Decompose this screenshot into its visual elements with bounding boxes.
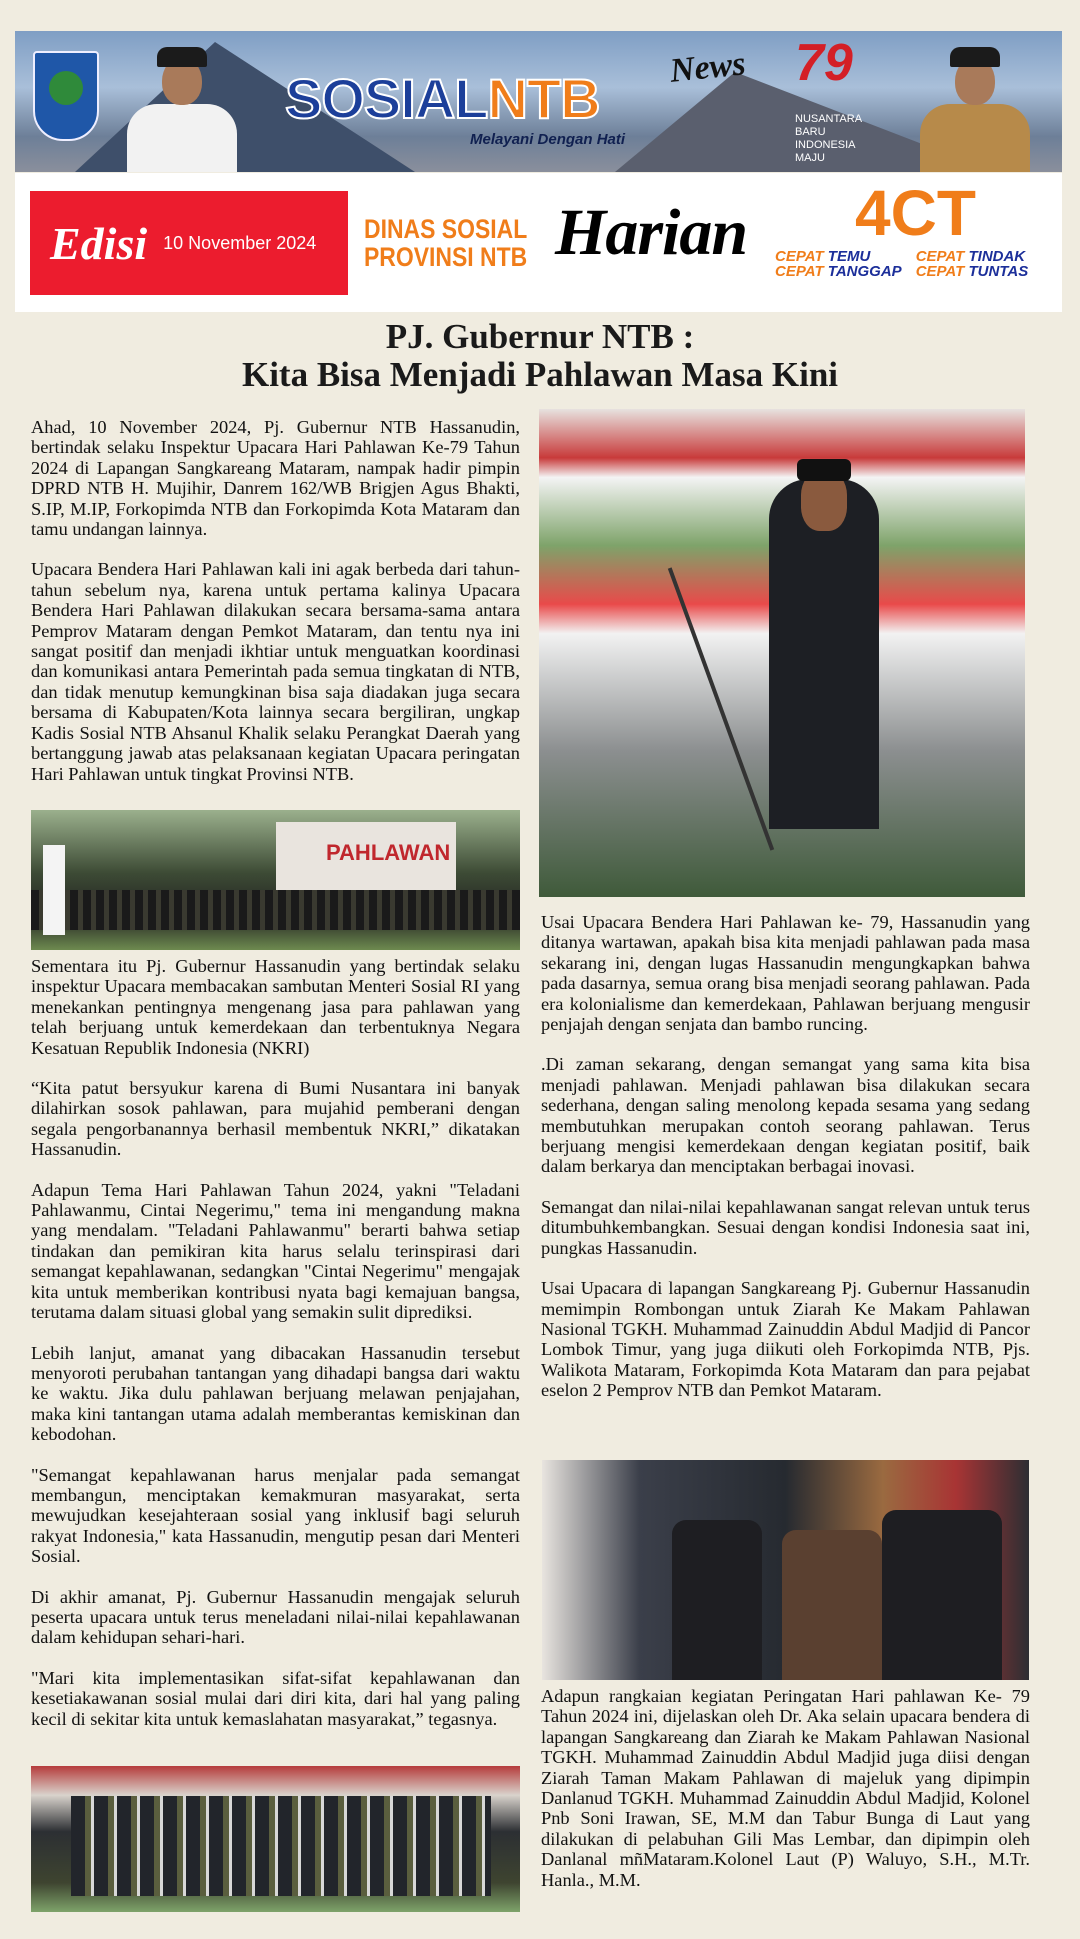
edition-date: 10 November 2024	[163, 232, 317, 253]
anniversary-79-logo: 79	[795, 34, 853, 92]
paragraph: Usai Upacara di lapangan Sangkareang Pj. Gubernur Hassanudin memimpin Rombongan untuk Ziarah Ke Makam Pahlawan Nasional TGKH. Muhammad Zainuddin Abdul Madjid di Pancor Lombok Timur, yang juga diikuti oleh Forkopimda NTB, Pjs. Walikota Mataram, Forkopimda Kota Mataram dan para pejabat eselon 2 Pemprov NTB dan Pemkot Mataram.	[541, 1278, 1030, 1401]
left-column-top	[31, 417, 520, 804]
governor-portrait	[127, 47, 237, 172]
4ct-title: 4CT	[855, 177, 976, 249]
logo-tagline: Melayani Dengan Hati	[470, 131, 626, 148]
official-portrait	[920, 47, 1030, 172]
left-column-bottom	[31, 956, 520, 1749]
logo-news: News	[668, 45, 748, 90]
agency-name	[364, 215, 527, 271]
paragraph: “Kita patut bersyukur karena di Bumi Nusantara ini banyak dilahirkan sosok pahlawan, para mujahid pemberani dengan segala pengorbanannya berhasil membentuk NKRI,” dikatakan Hassanudin.	[31, 1078, 520, 1160]
right-column-middle	[541, 912, 1030, 1421]
4ct-logo: 4CT CEPAT TEMU CEPAT TANGGAP CEPAT TINDAK CEPAT TUNTAS	[775, 181, 1065, 279]
sosial-ntb-logo: SOSIALNTB	[285, 67, 600, 130]
paragraph: Ahad, 10 November 2024, Pj. Gubernur NTB Hassanudin, bertindak selaku Inspektur Upacara Hari Pahlawan Ke-79 Tahun 2024 di Lapangan Sangkareang Mataram, nampak hadir pimpin DPRD NTB H. Mujihir, Danrem 162/WB Brigjen Agus Bhakti, S.IP, M.IP, Forkopimda NTB dan Forkopimda Kota Mataram dan tamu undangan lainnya.	[31, 417, 520, 540]
saluting-officials-photo	[542, 1460, 1029, 1680]
agency-line1: DINAS SOSIAL	[364, 214, 528, 244]
masthead-banner	[15, 31, 1062, 172]
paragraph: .Di zaman sekarang, dengan semangat yang sama kita bisa menjadi pahlawan. Menjadi pahlawan bisa dilakukan secara sederhana, dengan saling menolong kepada sesama yang sedang membutuhkan merupakan contoh seorang pahlawan. Terus berjuang mengisi kemerdekaan dengan kegiatan positif, baik dalam berkarya dan menciptakan berbagai inovasi.	[541, 1054, 1030, 1177]
edition-label: Edisi	[50, 217, 148, 269]
article-title	[0, 318, 1080, 394]
ceremony-photo-troops	[31, 810, 520, 950]
pahlawan-banner: PAHLAWAN	[276, 822, 456, 892]
title-line-2: Kita Bisa Menjadi Pahlawan Masa Kini	[241, 355, 839, 394]
paragraph: Sementara itu Pj. Gubernur Hassanudin yang bertindak selaku inspektur Upacara membacakan sambutan Menteri Sosial RI yang menekankan pentingnya mengenang jasa para pahlawan yang telah berjuang untuk kemerdekaan dan terbentuknya Negara Kesatuan Republik Indonesia (NKRI)	[31, 956, 520, 1058]
paragraph: "Semangat kepahlawanan harus menjalar pada semangat membangun, menciptakan kemakmuran masyarakat, serta mewujudkan kesejahteraan sosial yang inklusif bagi seluruh rakyat Indonesia," kata Hassanudin, mengutip pesan dari Menteri Sosial.	[31, 1464, 520, 1567]
paragraph: Adapun rangkaian kegiatan Peringatan Hari pahlawan Ke- 79 Tahun 2024 ini, dijelaskan oleh Dr. Aka selain upacara bendera di lapangan Sangkareang dan Ziarah ke Makam Pahlawan Nasional TGKH. Muhammad Zainuddin Abdul Madjid juga diisi dengan Ziarah Taman Makam Pahlawan di majeluk yang dipimpin Danlanud TGKH. Muhammad Zainuddin Abdul Madjid, Kolonel Pnb Soni Irawan, SE, M.M dan Tabur Bunga di Laut yang dilakukan di pelabuhan Gili Mas Lembar, dan dipimpin oleh Danlanal mñMataram.Kolonel Laut (P) Waluyo, S.H., M.Tr. Hanla., M.M.	[541, 1686, 1030, 1890]
paragraph: Adapun Tema Hari Pahlawan Tahun 2024, yakni "Teladani Pahlawanmu, Cintai Negerimu," tema ini mengandung makna yang mendalam. "Teladani Pahlawanmu" berarti bahwa setiap tindakan dan pemikiran kita harus selalu terinspirasi dari semangat kepahlawanan, sedangkan "Cintai Negerimu" mengajak kita untuk memberikan kontribusi nyata bagi kemajuan bangsa, terutama dalam situasi global yang semakin sulit diprediksi.	[31, 1179, 520, 1323]
ntb-emblem-logo	[33, 51, 99, 141]
paragraph: Semangat dan nilai-nilai kepahlawanan sangat relevan untuk terus ditumbuhkembangkan. Sesuai dengan kondisi Indonesia saat ini, pungkas Hassanudin.	[541, 1196, 1030, 1258]
paragraph: "Mari kita implementasikan sifat-sifat kepahlawanan dan kesetiakawanan sosial mulai dari diri kita, dari hal yang paling kecil di sekitar kita untuk kemaslahatan masyarakat,” tegasnya.	[31, 1667, 520, 1729]
paragraph: Lebih lanjut, amanat yang dibacakan Hassanudin tersebut menyoroti perubahan tantangan yang dihadapi bangsa dari waktu ke waktu. Jika dulu pahlawan berjuang melawan penjajahan, maka kini tantangan utama adalah memberantas kemiskinan dan kebodohan.	[31, 1342, 520, 1445]
paragraph: Usai Upacara Bendera Hari Pahlawan ke- 79, Hassanudin yang ditanya wartawan, apakah bisa kita menjadi pahlawan pada masa sekarang ini, dengan lugas Hassanudin mengungkapkan bahwa pada dasarnya, semua orang bisa menjadi seorang pahlawan. Pada era kolonialisme dan kemerdekaan, Pahlawan berjuang mengusir penjajah dengan senjata dan bambo runcing.	[541, 912, 1030, 1035]
paragraph: Upacara Bendera Hari Pahlawan kali ini agak berbeda dari tahun-tahun sebelum nya, karena untuk pertama kalinya Upacara Bendera Hari Pahlawan dilakukan secara bersama-sama antara Pemprov Mataram dengan Pemkot Mataram, dan tentu nya ini sangat positif dan menjadi ikhtiar untuk menguatkan koordinasi dan komunikasi antara Pemerintah pada semua tingkatan di NTB, dan tidak menutup kemungkinan bisa saja diadakan juga secara bersama di Kabupaten/Kota lainnya secara bergiliran, ungkap Kadis Sosial NTB Ahsanul Khalik selaku Perangkat Daerah yang bertanggung jawab atas pelaksanaan kegiatan Upacara peringatan Hari Pahlawan untuk tingkat Provinsi NTB.	[31, 559, 520, 784]
group-photo	[31, 1766, 520, 1912]
edition-box	[30, 191, 348, 295]
edition-band	[15, 173, 1062, 312]
title-line-1: PJ. Gubernur NTB :	[385, 317, 695, 356]
agency-line2: PROVINSI NTB	[364, 242, 528, 272]
anniversary-slogan: NUSANTARA BARU INDONESIA MAJU	[795, 113, 862, 164]
harian-label: Harian	[555, 196, 748, 269]
right-column-bottom	[541, 1686, 1030, 1910]
paragraph: Di akhir amanat, Pj. Gubernur Hassanudin mengajak seluruh peserta upacara untuk terus meneladani nilai-nilai kepahlawanan dalam kehidupan sehari-hari.	[31, 1586, 520, 1648]
governor-speech-photo	[539, 409, 1025, 897]
